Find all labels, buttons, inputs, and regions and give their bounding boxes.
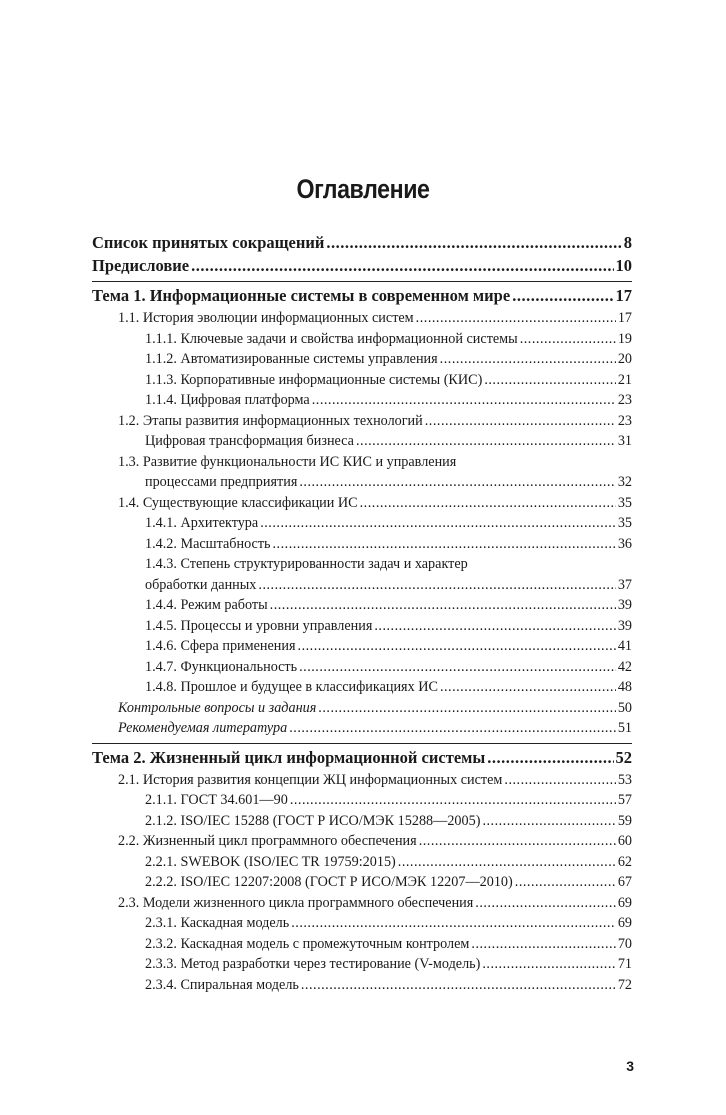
toc-entry-title: 1.4.3. Степень структурированности задач и характер <box>145 556 468 572</box>
separator-wrap <box>0 739 726 745</box>
leader-dots <box>487 747 613 769</box>
toc-entry[interactable] <box>0 595 726 616</box>
toc-entry-page: 20 <box>617 351 632 367</box>
toc-entry-title: Тема 2. Жизненный цикл информационной системы <box>92 747 486 767</box>
leader-dots <box>471 934 615 955</box>
toc-entry-title: 2.3.1. Каскадная модель <box>145 915 290 931</box>
toc-entry-title: Список принятых сокращений <box>92 233 325 252</box>
toc-entry-title: 1.1.4. Цифровая платформа <box>145 392 310 408</box>
toc-entry-title: Цифровая трансформация бизнеса <box>145 433 354 449</box>
leader-dots <box>425 411 616 432</box>
toc-entry[interactable] <box>0 934 726 955</box>
toc-entry-title: 1.4.1. Архитектура <box>145 515 259 531</box>
toc-entry[interactable] <box>0 975 726 996</box>
toc-entry-title: 2.3. Модели жизненного цикла программного обеспечения <box>118 894 474 911</box>
toc-entry-page: 19 <box>617 330 632 347</box>
section-divider <box>92 743 632 744</box>
toc-entry-page: 36 <box>617 535 632 552</box>
toc-entry-page: 39 <box>617 617 632 634</box>
toc-entry-page: 42 <box>617 658 632 675</box>
leader-dots <box>482 811 615 832</box>
toc-entry-page: 32 <box>617 474 632 490</box>
toc-entry[interactable] <box>0 677 726 698</box>
leader-dots <box>301 975 616 996</box>
leader-dots <box>191 255 613 277</box>
toc-entry[interactable] <box>0 657 726 678</box>
toc-entry-title: 2.3.4. Спиральная модель <box>145 976 299 993</box>
toc-entry[interactable] <box>0 770 726 791</box>
leader-dots <box>484 370 616 391</box>
toc-entry-title: Контрольные вопросы и задания <box>118 699 317 716</box>
toc-entry-title: 2.2.1. SWEBOK (ISO/IEC TR 19759:2015) <box>145 853 396 870</box>
toc-entry-title: 2.1. История развития концепции ЖЦ информационных систем <box>118 771 503 788</box>
toc-entry[interactable] <box>0 534 726 555</box>
toc-entry-page: 48 <box>617 679 632 695</box>
toc-entry-page: 23 <box>617 412 632 429</box>
toc-entry-title: 1.4.7. Функциональность <box>145 658 298 675</box>
leader-dots <box>475 893 616 914</box>
toc-entry[interactable] <box>0 790 726 811</box>
toc-entry-title: 1.4.6. Сфера применения <box>145 638 296 654</box>
leader-dots <box>360 493 616 514</box>
toc-entry-page: 10 <box>615 256 632 275</box>
page-number: 3 <box>626 1058 634 1074</box>
leader-dots <box>258 575 615 596</box>
toc-entry-title: 1.1.3. Корпоративные информационные системы (КИС) <box>145 371 483 388</box>
leader-dots <box>419 831 616 852</box>
toc-entry-page: 59 <box>617 812 632 829</box>
toc-entry-page: 21 <box>617 371 632 388</box>
toc-entry-page: 72 <box>617 976 632 993</box>
leader-dots <box>416 308 616 329</box>
toc-entry-preface[interactable] <box>0 255 726 278</box>
toc-entry[interactable] <box>0 616 726 637</box>
toc-entry[interactable] <box>0 872 726 893</box>
leader-dots <box>299 472 615 493</box>
toc-entry-page: 35 <box>617 494 632 511</box>
toc-entry-title: 2.1.2. ISO/IEC 15288 (ГОСТ Р ИСО/МЭК 15288—2005) <box>145 812 481 829</box>
leader-dots <box>515 872 616 893</box>
leader-dots <box>260 513 616 534</box>
toc-entry-title-line2: процессами предприятия <box>145 474 298 490</box>
table-of-contents <box>0 232 726 995</box>
leader-dots <box>273 534 616 555</box>
toc-entry-title: 1.1.1. Ключевые задачи и свойства информационной системы <box>145 330 518 347</box>
toc-entry-title: Рекомендуемая литература <box>118 720 288 736</box>
toc-entry-continuation <box>118 472 632 493</box>
toc-entry-page: 41 <box>617 638 632 654</box>
toc-entry-page: 17 <box>615 286 632 305</box>
leader-dots <box>291 913 616 934</box>
toc-entry-page: 52 <box>615 747 632 767</box>
toc-entry[interactable] <box>0 349 726 370</box>
toc-entry-title: 1.4.2. Масштабность <box>145 535 271 552</box>
toc-entry-multiline[interactable] <box>0 554 726 595</box>
leader-dots <box>482 954 615 975</box>
leader-dots <box>374 616 615 637</box>
toc-entry-page: 37 <box>617 576 632 593</box>
toc-entry-title: 1.1. История эволюции информационных систем <box>118 310 414 326</box>
leader-dots <box>289 718 616 739</box>
toc-entry-multiline[interactable] <box>0 452 726 493</box>
toc-entry[interactable] <box>0 913 726 934</box>
toc-entry-page: 53 <box>617 771 632 788</box>
leader-dots <box>312 390 616 411</box>
toc-entry-title: 1.4.8. Прошлое и будущее в классификациях ИС <box>145 679 438 695</box>
leader-dots <box>318 698 616 719</box>
leader-dots <box>520 329 616 350</box>
toc-entry-title: 2.3.2. Каскадная модель с промежуточным контролем <box>145 935 470 952</box>
toc-entry[interactable] <box>0 329 726 350</box>
toc-entry-page: 17 <box>617 310 632 326</box>
toc-entry-title: 2.2.2. ISO/IEC 12207:2008 (ГОСТ Р ИСО/МЭК 12207—2010) <box>145 874 513 890</box>
page-title: Оглавление <box>296 174 430 204</box>
toc-entry[interactable] <box>0 308 726 329</box>
toc-entry[interactable] <box>0 513 726 534</box>
separator-wrap <box>0 278 726 283</box>
leader-dots <box>299 657 616 678</box>
toc-entry[interactable] <box>0 811 726 832</box>
toc-entry-page: 51 <box>617 720 632 736</box>
toc-entry-abbreviations[interactable] <box>0 232 726 255</box>
leader-dots <box>440 677 616 698</box>
toc-entry-page: 8 <box>623 233 632 252</box>
toc-entry-page: 39 <box>617 597 632 613</box>
toc-entry-title: 2.1.1. ГОСТ 34.601—90 <box>145 792 288 808</box>
toc-entry-page: 67 <box>617 874 632 890</box>
toc-entry[interactable] <box>0 370 726 391</box>
toc-entry-title: 2.2. Жизненный цикл программного обеспечения <box>118 833 417 849</box>
toc-entry[interactable] <box>0 431 726 452</box>
toc-entry-topic-2[interactable] <box>0 747 726 770</box>
toc-entry[interactable] <box>0 493 726 514</box>
section-divider <box>92 281 632 282</box>
toc-entry-topic-1[interactable] <box>0 285 726 308</box>
toc-entry-page: 69 <box>617 915 632 931</box>
toc-entry-title: Предисловие <box>92 256 190 275</box>
toc-entry-page: 31 <box>617 433 632 449</box>
toc-entry[interactable] <box>0 893 726 914</box>
leader-dots <box>398 852 616 873</box>
toc-entry-title: Тема 1. Информационные системы в современном мире <box>92 286 511 305</box>
toc-entry-title: 1.1.2. Автоматизированные системы управления <box>145 351 438 367</box>
toc-entry-page: 70 <box>617 935 632 952</box>
leader-dots <box>512 285 613 307</box>
toc-entry-title: 1.4.4. Режим работы <box>145 597 268 613</box>
leader-dots <box>290 790 616 811</box>
toc-entry[interactable] <box>0 831 726 852</box>
toc-entry-page: 35 <box>617 515 632 531</box>
leader-dots <box>298 636 616 657</box>
toc-entry-page: 71 <box>617 956 632 972</box>
toc-entry-continuation <box>145 575 632 596</box>
toc-entry-title: 1.4. Существующие классификации ИС <box>118 494 358 511</box>
toc-entry-page: 62 <box>617 853 632 870</box>
toc-entry-title: 1.2. Этапы развития информационных технологий <box>118 412 423 429</box>
toc-entry-page: 60 <box>617 833 632 849</box>
toc-entry-page: 50 <box>617 699 632 716</box>
toc-entry[interactable] <box>0 390 726 411</box>
leader-dots <box>270 595 616 616</box>
toc-entry-page: 57 <box>617 792 632 808</box>
toc-entry-title: 2.3.3. Метод разработки через тестирование (V-модель) <box>145 956 481 972</box>
leader-dots <box>504 770 615 791</box>
toc-entry[interactable] <box>0 636 726 657</box>
toc-entry[interactable] <box>0 954 726 975</box>
toc-entry-page: 23 <box>617 392 632 408</box>
leader-dots <box>326 232 621 254</box>
toc-entry-review-questions[interactable] <box>0 698 726 719</box>
toc-entry-title-line2: обработки данных <box>145 576 257 593</box>
toc-entry[interactable] <box>0 852 726 873</box>
toc-entry-page: 69 <box>617 894 632 911</box>
toc-entry-title: 1.3. Развитие функциональности ИС КИС и управления <box>118 453 457 470</box>
toc-entry-recommended-reading[interactable] <box>0 718 726 739</box>
toc-entry[interactable] <box>0 411 726 432</box>
toc-entry-title: 1.4.5. Процессы и уровни управления <box>145 617 373 634</box>
leader-dots <box>356 431 616 452</box>
leader-dots <box>440 349 616 370</box>
